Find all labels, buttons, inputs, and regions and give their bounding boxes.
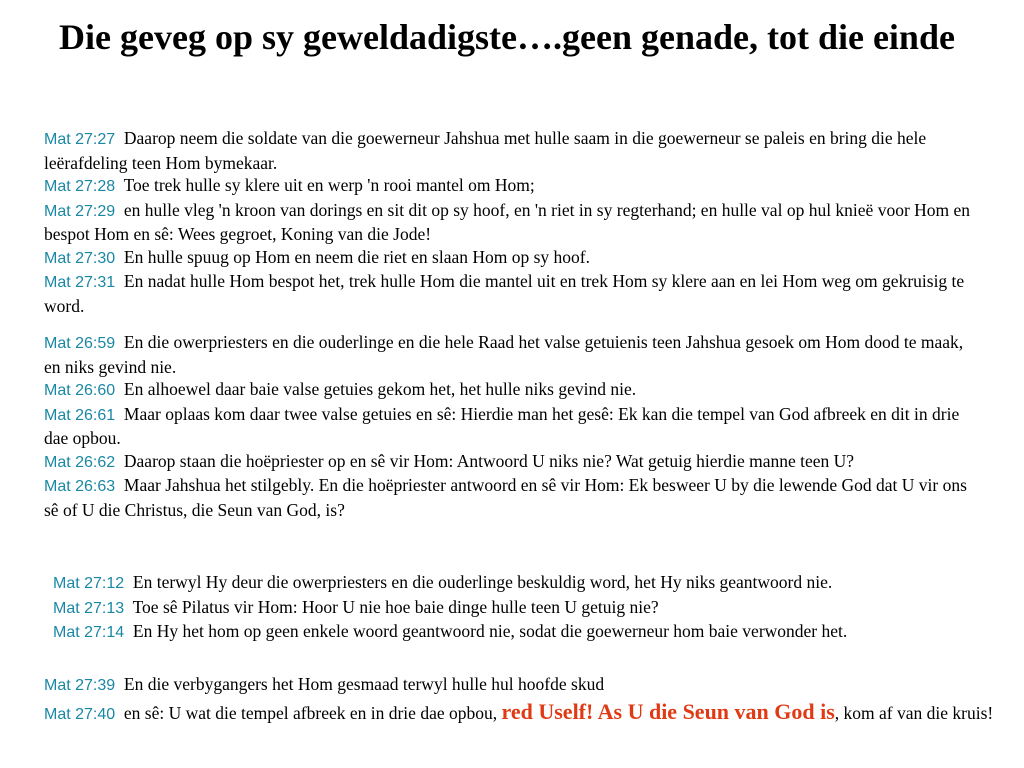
verse-text: Daarop staan die hoëpriester op en sê vir Hom: Antwoord U niks nie? Wat getuig hierdie manne teen U? [123, 450, 855, 471]
verse-text: En die owerpriesters en die ouderlinge en die hele Raad het valse getuienis teen Jahshua gesoek om Hom dood te maak, en niks gevind nie. [44, 332, 964, 377]
verse-text: Maar Jahshua het stilgebly. En die hoëpriester antwoord en sê vir Hom: Ek besweer U by die lewende God dat U vir ons sê of U die Christus, die Seun van God, is? [44, 475, 967, 520]
verse-text: Toe trek hulle sy klere uit en werp 'n rooi mantel om Hom; [123, 175, 535, 195]
verse-text: En alhoewel daar baie valse getuies gekom het, het hulle niks gevind nie. [123, 379, 637, 399]
verse-text: Daarop neem die soldate van die goewerneur Jahshua met hulle saam in die goewerneur se paleis en bring die hele leërafdeling teen Hom bymekaar. [44, 128, 927, 173]
verse [44, 474, 974, 521]
verse-block-mat-26-59-63 [44, 331, 974, 521]
verse-reference: Mat 27:30 [44, 249, 116, 267]
verse-reference: Mat 27:12 [53, 575, 125, 592]
slide-title: Die geveg op sy geweldadigste….geen genade, tot die einde [59, 17, 955, 57]
verse [44, 331, 974, 378]
verse-text: Toe sê Pilatus vir Hom: Hoor U nie hoe baie dinge hulle teen U getuig nie? [132, 596, 659, 617]
verse-block-mat-27-27-31 [44, 127, 974, 317]
verse-reference: Mat 27:39 [44, 677, 116, 694]
verse-text: en hulle vleg 'n kroon van dorings en sit dit op sy hoof, en 'n riet in sy regterhand; en hulle val op hul knieë voor Hom en bespot Hom en sê: Wees gegroet, Koning van die Jode! [44, 199, 971, 244]
verse-reference: Mat 27:28 [44, 178, 116, 195]
verse-text-after: , kom af van die kruis! [834, 702, 994, 723]
verse-text: en sê: U wat die tempel afbreek en in drie dae opbou, [123, 702, 498, 723]
verse [44, 270, 974, 317]
verse-reference: Mat 26:62 [44, 453, 116, 471]
verse [53, 571, 1013, 596]
verse-text: En Hy het hom op geen enkele woord geantwoord nie, sodat die goewerneur hom baie verwonder het. [132, 621, 848, 641]
verse-text: Maar oplaas kom daar twee valse getuies en sê: Hierdie man het gesê: Ek kan die tempel van God afbreek en dit in drie dae opbou. [44, 403, 960, 448]
verse-reference: Mat 27:27 [44, 131, 116, 148]
verse-reference: Mat 27:14 [53, 624, 125, 641]
verse-reference: Mat 27:29 [44, 202, 116, 220]
verse [44, 698, 1004, 727]
verse [44, 450, 974, 475]
verse-text: En die verbygangers het Hom gesmaad terwyl hulle hul hoofde skud [123, 674, 605, 694]
verse [44, 127, 974, 174]
verse [44, 403, 974, 450]
verse-reference: Mat 27:31 [44, 274, 116, 291]
verse-reference: Mat 27:13 [53, 599, 125, 617]
verse [44, 199, 974, 246]
verse-text: En nadat hulle Hom bespot het, trek hulle Hom die mantel uit en trek Hom sy klere aan en lei Hom weg om gekruisig te word. [44, 271, 965, 316]
verse [53, 596, 1013, 621]
verse-reference: Mat 26:60 [44, 382, 116, 399]
verse [44, 673, 1004, 698]
verse-reference: Mat 27:40 [44, 705, 116, 723]
verse-reference: Mat 26:59 [44, 335, 116, 352]
verse [44, 246, 974, 271]
verse-block-mat-27-12-14 [53, 571, 1013, 645]
verse [53, 620, 1013, 645]
verse-text: En terwyl Hy deur die owerpriesters en die ouderlinge beskuldig word, het Hy niks geantwoord nie. [132, 572, 833, 592]
verse [44, 174, 974, 199]
highlighted-text: red Uself! As U die Seun van God is [501, 698, 835, 724]
verse [44, 378, 974, 403]
verse-reference: Mat 26:61 [44, 406, 116, 424]
verse-text: En hulle spuug op Hom en neem die riet en slaan Hom op sy hoof. [123, 246, 590, 267]
verse-reference: Mat 26:63 [44, 478, 116, 495]
verse-block-mat-27-39-40 [44, 673, 1004, 726]
